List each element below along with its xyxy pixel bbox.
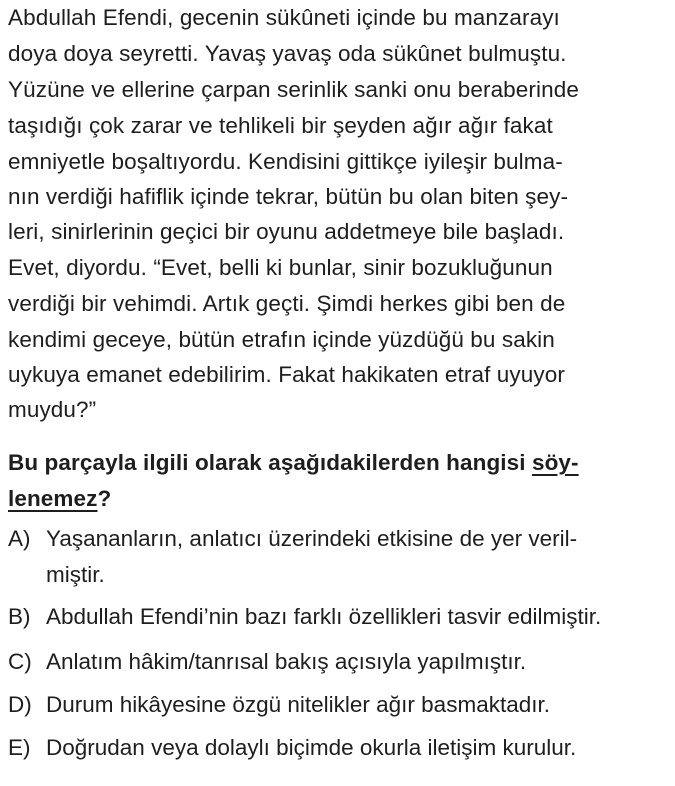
passage-line: taşıdığı çok zarar ve tehlikeli bir şeyden ağır ağır fakat [8,113,553,138]
question-underlined: söy- [531,450,579,475]
passage-line: uykuya emanet edebilirim. Fakat hakikaten etraf uyuyor [8,362,565,387]
question-line [8,449,579,477]
passage-line: Evet, diyordu. “Evet, belli ki bunlar, sinir bozukluğunun [8,255,553,280]
passage-line: leri, sinirlerinin geçici bir oyunu addetmeye bile başladı. [8,219,565,244]
option-text: Anlatım hâkim/tanrısal bakış açısıyla yapılmıştır. [46,649,527,674]
passage-line: Abdullah Efendi, gecenin sükûneti içinde bu manzarayı [8,5,560,30]
option-text: Doğrudan veya dolaylı biçimde okurla iletişim kurulur. [46,735,577,760]
passage-line: doya doya seyretti. Yavaş yavaş oda sükûnet bulmuştu. [8,41,567,66]
option-text: Durum hikâyesine özgü nitelikler ağır basmaktadır. [46,692,550,717]
option-letter: C) [8,649,32,674]
option-letter: E) [8,735,31,760]
option-d[interactable] [8,691,550,719]
option-letter: A) [8,526,31,551]
question-text: ? [97,486,112,511]
question-text: Bu parçayla ilgili olarak aşağıdakilerden hangisi [8,450,532,475]
option-b[interactable] [8,603,601,631]
option-letter: D) [8,692,32,717]
option-text: Yaşananların, anlatıcı üzerindeki etkisine de yer veril- [46,526,578,551]
option-a[interactable] [8,525,577,553]
option-text: Abdullah Efendi’nin bazı farklı özellikleri tasvir edilmiştir. [46,604,602,629]
question-underlined: lenemez [8,486,98,511]
passage-line: Yüzüne ve ellerine çarpan serinlik sanki onu beraberinde [8,77,579,102]
passage-line: emniyetle boşaltıyordu. Kendisini gittikçe iyileşir bulma- [8,149,563,174]
option-c[interactable] [8,648,526,676]
passage-line: nın verdiği hafiflik içinde tekrar, bütün bu olan biten şey- [8,184,569,209]
passage-line: muydu?” [8,397,97,422]
question-line [8,485,111,513]
option-a-continuation[interactable]: miştir. [46,562,105,587]
option-letter: B) [8,604,31,629]
passage-line: verdiği bir vehimdi. Artık geçti. Şimdi herkes gibi ben de [8,291,566,316]
passage-line: kendimi geceye, bütün etrafın içinde yüzdüğü bu sakin [8,327,555,352]
option-e[interactable] [8,734,576,762]
